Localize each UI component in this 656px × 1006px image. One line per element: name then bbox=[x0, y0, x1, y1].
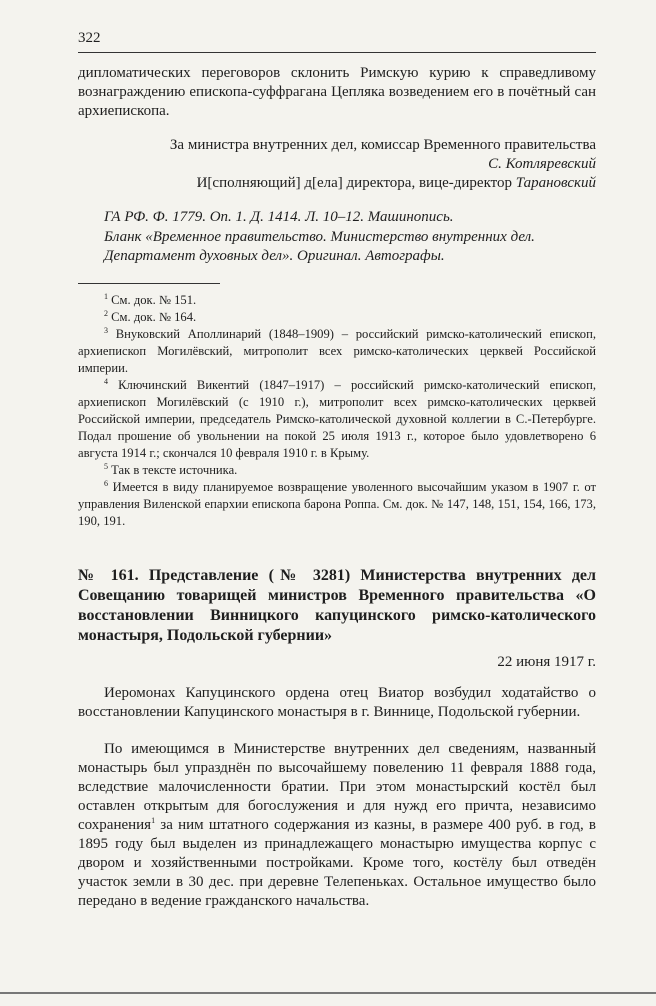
footnote bbox=[78, 462, 596, 479]
signature-line-2-prefix: И[сполняющий] д[ела] директора, вице-директор bbox=[196, 175, 516, 191]
footnote bbox=[78, 326, 596, 377]
footnote-rule bbox=[78, 283, 220, 284]
footnote-text: Ключинский Викентий (1847–1917) – российский римско-католический епископ, архиепископ Могилёвский (с 1910 г.), митрополит всех римско-католических церквей Российской империи, председатель Римско-католической духовной коллегии в С.-Петербурге. Подал прошение об увольнении на покой 25 июля 1913 г., которое было удовлетворено 6 августа 1914 г.; скончался 10 февраля 1910 г. в Крыму. bbox=[78, 378, 596, 460]
footnote-number: 3 bbox=[104, 325, 108, 335]
archive-note-line: ГА РФ. Ф. 1779. Оп. 1. Д. 1414. Л. 10–12. Машинопись. bbox=[104, 209, 454, 225]
archive-note-line: Бланк «Временное правительство. Министерство внутренних дел. bbox=[104, 228, 535, 245]
footnote bbox=[78, 309, 596, 326]
document-date: 22 июня 1917 г. bbox=[497, 654, 596, 670]
footnote-text: Так в тексте источника. bbox=[111, 463, 238, 477]
footnote bbox=[78, 292, 596, 309]
footnote-number: 6 bbox=[104, 478, 108, 488]
footnote bbox=[78, 377, 596, 462]
archive-note bbox=[104, 208, 596, 267]
page-number: 322 bbox=[78, 30, 101, 46]
footnote-text: См. док. № 151. bbox=[111, 293, 197, 307]
footnote-text: Внуковский Аполлинарий (1848–1909) – российский римско-католический епископ, архиепископ Могилёвский, митрополит всех римско-католических церквей Российской империи. bbox=[78, 327, 596, 375]
paragraph bbox=[78, 740, 596, 911]
paragraph-text: за ним штатного содержания из казны, в размере 400 руб. в год, в 1895 году был выделен из принадлежащего монастырю имущества корпус с двором и хозяйственными постройками. Кроме того, костёлу был отведён участок земли в 30 дес. при деревне Телепеньках. Остальное имущество было передано в ведение гражданского начальства. bbox=[78, 817, 596, 909]
footnote-text: Имеется в виду планируемое возвращение уволенного высочайшим указом в 1907 г. от управления Виленской епархии епископа барона Роппа. См. док. № 147, 148, 151, 154, 166, 173, 190, 191. bbox=[78, 480, 596, 528]
footnote-number: 1 bbox=[104, 291, 108, 301]
archive-note-line: Департамент духовных дел». Оригинал. Автографы. bbox=[104, 248, 445, 264]
paragraph-continuation: дипломатических переговоров склонить Римскую курию к справедливому вознаграждению епископа-суффрагана Цепляка возведением его в почётный сан архиепископа. bbox=[78, 65, 596, 119]
signature-line-2 bbox=[78, 174, 596, 193]
header-rule bbox=[78, 52, 596, 53]
signature-name-1: С. Котляревский bbox=[488, 156, 596, 172]
footnote-number: 5 bbox=[104, 461, 108, 471]
signature-name-2: Тарановский bbox=[515, 175, 596, 191]
footnote-number: 2 bbox=[104, 308, 108, 318]
document-title: № 161. Представление (№ 3281) Министерства внутренних дел Совещанию товарищей министров Временного правительства «О восстановлении Винницкого капуцинского римско-католического монастыря, Подольской губернии» bbox=[78, 567, 596, 644]
footnote-number: 4 bbox=[104, 376, 108, 386]
footnote-text: См. док. № 164. bbox=[111, 310, 197, 324]
footnotes bbox=[78, 292, 596, 530]
footnote bbox=[78, 479, 596, 530]
footnote-reference: 1 bbox=[151, 816, 156, 825]
signature-line-1: За министра внутренних дел, комиссар Временного правительства bbox=[169, 137, 596, 153]
paragraph: Иеромонах Капуцинского ордена отец Виатор возбудил ходатайство о восстановлении Капуцинского монастыря в г. Виннице, Подольской губернии. bbox=[78, 685, 596, 720]
paragraph-text: По имеющимся в Министерстве внутренних дел сведениям, названный монастырь был упразднён по высочайшему повелению 11 февраля 1888 года, вследствие малочисленности братии. При этом монастырский костёл был оставлен открытым для богослужения и для нужд его причта, независимо сохранения bbox=[78, 741, 596, 833]
page-bottom-edge bbox=[0, 992, 656, 994]
